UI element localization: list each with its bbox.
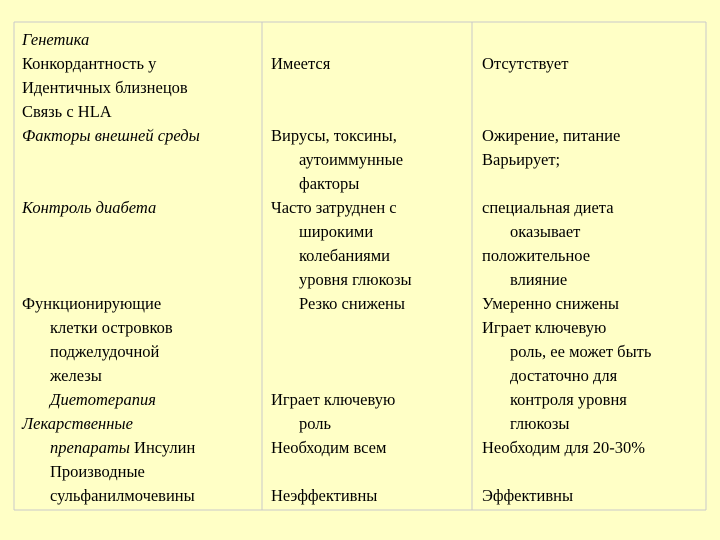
type2-absent: Отсутствует (482, 54, 569, 73)
type1-sulfonylurea-value: Неэффективны (271, 486, 378, 505)
drugs-label-line-1: Лекарственные (22, 414, 133, 433)
type2-diet-line-2: роль, ее может быть (510, 342, 652, 361)
beta-cells-line-3: поджелудочной (50, 342, 160, 361)
diabetes-control-label: Контроль диабета (22, 198, 157, 217)
environment-label: Факторы внешней среды (22, 126, 200, 145)
hla-label: Связь с HLA (22, 102, 112, 121)
type1-therapy (271, 388, 395, 460)
type1-control-line-3: колебаниями (299, 246, 391, 265)
insulin-label: Инсулин (129, 438, 196, 457)
genetics-heading: Генетика (22, 30, 90, 49)
beta-cells-line-4: железы (50, 366, 102, 385)
type1-control-line-2: широкими (299, 222, 374, 241)
type2-sulfonylurea (482, 484, 573, 508)
drugs-label-line-2 (22, 436, 195, 460)
type2-environment (482, 124, 620, 172)
type1-control-line-4: уровня глюкозы (299, 270, 412, 289)
type2-diet-line-1: Играет ключевую (482, 318, 607, 337)
drugs-label-italic: препараты (50, 438, 130, 457)
type2-sulfonylurea-value: Эффективны (482, 486, 574, 505)
type1-beta-cells: Резко снижены (299, 294, 405, 313)
type2-beta-cells: Умеренно снижены (482, 294, 620, 313)
beta-cells-line-1: Функционирующие (22, 294, 162, 313)
type2-control-line-2: оказывает (510, 222, 581, 241)
type2-diet-line-3: достаточно для (510, 366, 618, 385)
type2-insulin: Необходим для 20-30% (482, 438, 646, 457)
type2-obesity: Ожирение, питание (482, 126, 621, 145)
twins-label: Идентичных близнецов (22, 78, 188, 97)
type1-present: Имеется (271, 54, 331, 73)
type1-environment (271, 124, 412, 316)
type1-insulin: Необходим всем (271, 438, 387, 457)
type1-viruses-line-3: факторы (299, 174, 360, 193)
type1-viruses-line-1: Вирусы, токсины, (271, 126, 397, 145)
sulfonylurea-label-line-1: Производные (50, 462, 145, 481)
type2-varies: Варьирует; (482, 150, 561, 169)
beta-cells-line-2: клетки островков (50, 318, 173, 337)
type1-control-line-1: Часто затруднен с (271, 198, 397, 217)
type1-diet-line-2: роль (299, 414, 332, 433)
sulfonylurea-label-line-2: сульфанилмочевины (50, 486, 195, 505)
concordance-label: Конкордантность у (22, 54, 157, 73)
type2-control (482, 196, 651, 460)
type1-viruses-line-2: аутоиммунные (299, 150, 404, 169)
column-criteria (22, 28, 200, 148)
type1-sulfonylurea (271, 484, 377, 508)
type2-control-line-3: положительное (482, 246, 591, 265)
type2-diet-line-5: глюкозы (510, 414, 570, 433)
type1-concordance (271, 52, 330, 76)
type2-diet-line-4: контроля уровня (510, 390, 627, 409)
type2-control-line-4: влияние (510, 270, 568, 289)
type1-diet-line-1: Играет ключевую (271, 390, 396, 409)
control-criteria (22, 196, 156, 220)
beta-cells-criteria (22, 292, 195, 508)
diet-therapy-label: Диетотерапия (50, 390, 156, 409)
type2-control-line-1: специальная диета (482, 198, 614, 217)
type2-concordance (482, 52, 568, 76)
